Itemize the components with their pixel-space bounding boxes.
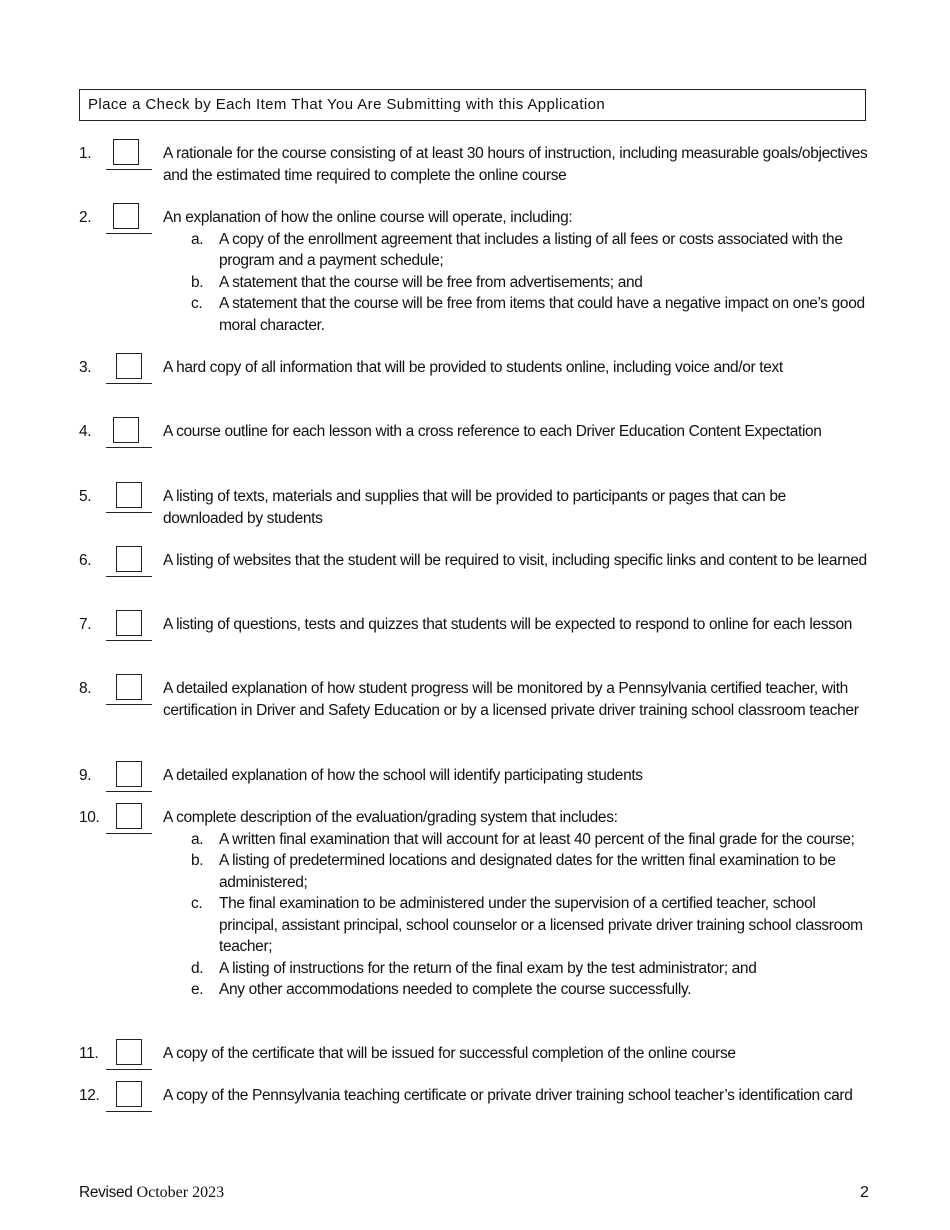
revision-note (79, 1184, 224, 1202)
item-text: A course outline for each lesson with a cross reference to each Driver Education Content Expectation (163, 423, 822, 440)
item-number: 11. (79, 1045, 99, 1062)
check-line (106, 421, 152, 448)
item-text-block (163, 1085, 869, 1107)
checkbox[interactable] (113, 139, 139, 165)
check-line (106, 486, 152, 513)
item-number: 8. (79, 680, 92, 697)
item-text-block (163, 614, 869, 636)
check-line (106, 550, 152, 577)
sub-item-letter: a. (191, 230, 204, 248)
sub-item-text: A listing of instructions for the return of the final exam by the test administrator; and (219, 959, 757, 977)
item-text: A listing of websites that the student will be required to visit, including specific links and content to be learned (163, 552, 867, 569)
sub-item-text: A copy of the enrollment agreement that includes a listing of all fees or costs associated with the program and a payment schedule; (219, 230, 843, 269)
item-text: A copy of the Pennsylvania teaching certificate or private driver training school teacher’s identification card (163, 1087, 853, 1104)
item-text-block (163, 550, 869, 572)
checkbox[interactable] (116, 1039, 142, 1065)
check-line (106, 614, 152, 641)
item-number: 3. (79, 359, 92, 376)
instructions-title: Place a Check by Each Item That You Are Submitting with this Application (88, 96, 606, 113)
sub-list (163, 229, 869, 337)
sub-item-text: Any other accommodations needed to complete the course successfully. (219, 981, 692, 998)
item-text: An explanation of how the online course will operate, including: (163, 209, 573, 226)
item-text-block (163, 486, 869, 529)
check-line (106, 1085, 152, 1112)
item-number: 10. (79, 809, 100, 826)
checkbox[interactable] (116, 482, 142, 508)
check-line (106, 765, 152, 792)
item-text: A hard copy of all information that will be provided to students online, including voice and/or text (163, 359, 783, 376)
item-number: 12. (79, 1087, 100, 1104)
item-text: A listing of questions, tests and quizzes that students will be expected to respond to online for each lesson (163, 616, 853, 633)
item-text: A copy of the certificate that will be issued for successful completion of the online course (163, 1045, 736, 1062)
checkbox[interactable] (116, 674, 142, 700)
item-text-block (163, 807, 869, 1001)
item-number: 9. (79, 767, 92, 784)
item-text: A detailed explanation of how student progress will be monitored by a Pennsylvania certified teacher, with certification in Driver and Safety Education or by a licensed private driver training school classroom teacher (163, 680, 859, 719)
checkbox[interactable] (113, 417, 139, 443)
item-number: 1. (79, 145, 92, 162)
page-number: 2 (860, 1184, 869, 1201)
sub-item (163, 229, 869, 272)
item-number: 6. (79, 552, 92, 569)
sub-item (163, 272, 869, 294)
revised-label: Revised (79, 1184, 133, 1201)
sub-item-letter: b. (191, 273, 204, 291)
sub-item (163, 893, 869, 958)
sub-item-letter: e. (191, 981, 204, 998)
sub-list (163, 829, 869, 1001)
item-number: 2. (79, 209, 92, 226)
checkbox[interactable] (116, 353, 142, 379)
item-text: A rationale for the course consisting of at least 30 hours of instruction, including measurable goals/objectives and the estimated time required to complete the online course (163, 145, 868, 184)
checkbox[interactable] (116, 546, 142, 572)
instructions-header (79, 89, 866, 121)
checkbox[interactable] (116, 803, 142, 829)
sub-item-letter: c. (191, 295, 203, 312)
sub-item-text: A statement that the course will be free from items that could have a negative impact on one’s good moral character. (219, 295, 865, 334)
sub-item-text: A listing of predetermined locations and designated dates for the written final examination to be administered; (219, 852, 836, 891)
sub-item-text: A written final examination that will account for at least 40 percent of the final grade for the course; (219, 830, 855, 848)
item-number: 4. (79, 423, 92, 440)
checkbox[interactable] (116, 1081, 142, 1107)
checkbox[interactable] (116, 761, 142, 787)
sub-item-letter: b. (191, 852, 204, 869)
sub-item (163, 850, 869, 893)
sub-item-text: The final examination to be administered under the supervision of a certified teacher, school principal, assistant principal, school counselor or a licensed private driver training school classroom teacher; (219, 895, 863, 955)
sub-item-letter: d. (191, 959, 204, 977)
sub-item (163, 979, 869, 1001)
item-text: A listing of texts, materials and supplies that will be provided to participants or pages that can be downloaded by students (163, 488, 786, 527)
check-line (106, 678, 152, 705)
check-line (106, 207, 152, 234)
sub-item-letter: c. (191, 895, 203, 912)
sub-item (163, 293, 869, 336)
item-text-block (163, 678, 869, 721)
item-number: 7. (79, 616, 92, 633)
item-text: A detailed explanation of how the school will identify participating students (163, 767, 643, 784)
sub-item-letter: a. (191, 830, 204, 848)
check-line (106, 807, 152, 834)
item-text-block (163, 1043, 869, 1065)
item-number: 5. (79, 488, 92, 505)
item-text-block (163, 421, 869, 443)
check-line (106, 357, 152, 384)
sub-item-text: A statement that the course will be free from advertisements; and (219, 273, 643, 291)
check-line (106, 143, 152, 170)
item-text-block (163, 765, 869, 787)
checkbox[interactable] (116, 610, 142, 636)
checkbox[interactable] (113, 203, 139, 229)
item-text-block (163, 143, 869, 186)
sub-item (163, 958, 869, 980)
sub-item (163, 829, 869, 851)
item-text-block (163, 207, 869, 336)
revised-date: October 2023 (136, 1184, 225, 1201)
item-text-block (163, 357, 869, 379)
item-text: A complete description of the evaluation/grading system that includes: (163, 809, 618, 826)
check-line (106, 1043, 152, 1070)
